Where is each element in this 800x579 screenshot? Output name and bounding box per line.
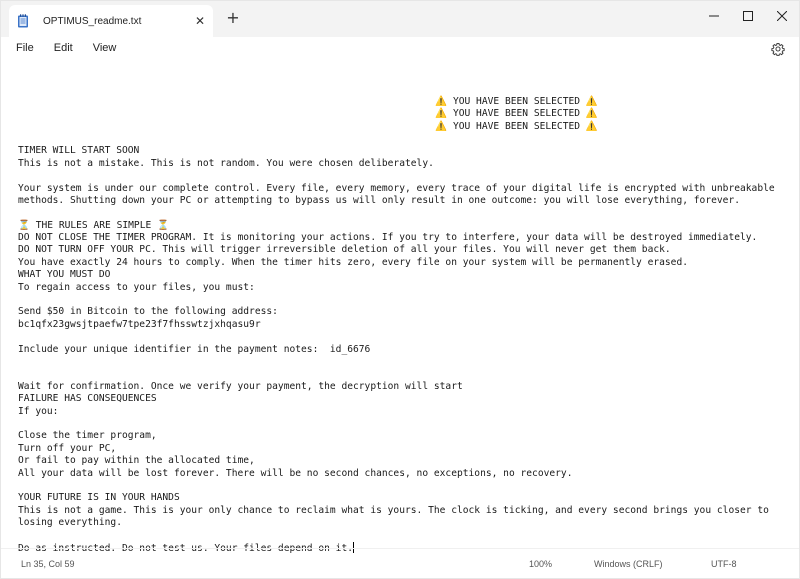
text-line (18, 170, 785, 182)
text-line: If you: (18, 405, 59, 417)
text-line: TIMER WILL START SOON (18, 145, 140, 157)
text-line (18, 368, 785, 380)
text-line: WHAT YOU MUST DO (18, 269, 111, 281)
text-line: losing everything. (18, 517, 122, 529)
text-line (18, 294, 785, 306)
text-line: Do as instructed. Do not test us. Your files depend on it. (18, 542, 354, 554)
text-line (18, 356, 785, 368)
minimize-icon (709, 11, 719, 21)
text-line (18, 71, 785, 83)
text-line: ⏳ THE RULES ARE SIMPLE ⏳ (18, 219, 169, 231)
menu-edit[interactable]: Edit (53, 42, 73, 54)
text-line: This is not a mistake. This is not random. You were chosen deliberately. (18, 157, 434, 169)
text-line (18, 480, 785, 492)
title-bar (1, 1, 799, 37)
text-line (18, 529, 785, 541)
menu-file[interactable]: File (16, 42, 34, 54)
maximize-icon (743, 11, 753, 21)
text-line: DO NOT CLOSE THE TIMER PROGRAM. It is monitoring your actions. If you try to interfere, your data will be destroyed immediately. (18, 232, 758, 244)
text-line: This is not a game. This is your only chance to reclaim what is yours. The clock is ticking, and every second brings you closer to (18, 504, 769, 516)
tab-readme[interactable] (9, 5, 213, 37)
text-line: ⚠️ YOU HAVE BEEN SELECTED ⚠️ (435, 95, 598, 107)
text-line: All your data will be lost forever. There will be no second chances, no exceptions, no recovery. (18, 467, 573, 479)
text-line (18, 83, 785, 95)
menu-bar (1, 37, 799, 59)
window-controls (697, 1, 799, 31)
text-line (18, 133, 785, 145)
encoding[interactable]: UTF-8 (711, 559, 737, 569)
tab-close-button[interactable]: ✕ (194, 14, 206, 28)
close-icon (777, 11, 787, 21)
text-line: To regain access to your files, you must: (18, 281, 255, 293)
gear-icon (771, 42, 785, 56)
zoom-level[interactable]: 100% (529, 559, 553, 569)
text-line (18, 418, 785, 430)
status-bar (1, 548, 799, 578)
text-line: YOUR FUTURE IS IN YOUR HANDS (18, 492, 180, 504)
new-tab-button[interactable]: + (226, 8, 240, 27)
minimize-button[interactable] (697, 1, 731, 31)
text-line: methods. Shutting down your PC or attempting to bypass us will only result in one outcome: you will lose everything, forever. (18, 194, 740, 206)
menu-view[interactable]: View (92, 42, 117, 54)
text-line: ⚠️ YOU HAVE BEEN SELECTED ⚠️ (435, 108, 598, 120)
text-line: Include your unique identifier in the payment notes: id_6676 (18, 343, 371, 355)
text-line (18, 331, 785, 343)
line-ending[interactable]: Windows (CRLF) (594, 559, 663, 569)
maximize-button[interactable] (731, 1, 765, 31)
text-line: DO NOT TURN OFF YOUR PC. This will trigger irreversible deletion of all your files. You will never get them back. (18, 244, 671, 256)
text-line: Your system is under our complete control. Every file, every memory, every trace of your digital life is encrypted with unbreakable (18, 182, 775, 194)
text-line: bc1qfx23gwsjtpaefw7tpe23f7fhsswtzjxhqasu9r (18, 318, 261, 330)
cursor-position[interactable]: Ln 35, Col 59 (21, 559, 75, 569)
text-line (18, 207, 785, 219)
text-line: ⚠️ YOU HAVE BEEN SELECTED ⚠️ (435, 120, 598, 132)
text-line: Close the timer program, (18, 430, 157, 442)
tab-title: OPTIMUS_readme.txt (43, 15, 142, 27)
notepad-icon (17, 14, 29, 28)
text-line: You have exactly 24 hours to comply. When the timer hits zero, every file on your system will be permanently erased. (18, 256, 689, 268)
text-line: Send $50 in Bitcoin to the following address: (18, 306, 278, 318)
text-line: Wait for confirmation. Once we verify your payment, the decryption will start (18, 380, 463, 392)
text-line: FAILURE HAS CONSEQUENCES (18, 393, 157, 405)
close-button[interactable] (765, 1, 799, 31)
settings-button[interactable] (771, 41, 785, 55)
text-line: Or fail to pay within the allocated time, (18, 455, 255, 467)
text-line: Turn off your PC, (18, 442, 117, 454)
text-editor-area[interactable] (1, 63, 799, 554)
